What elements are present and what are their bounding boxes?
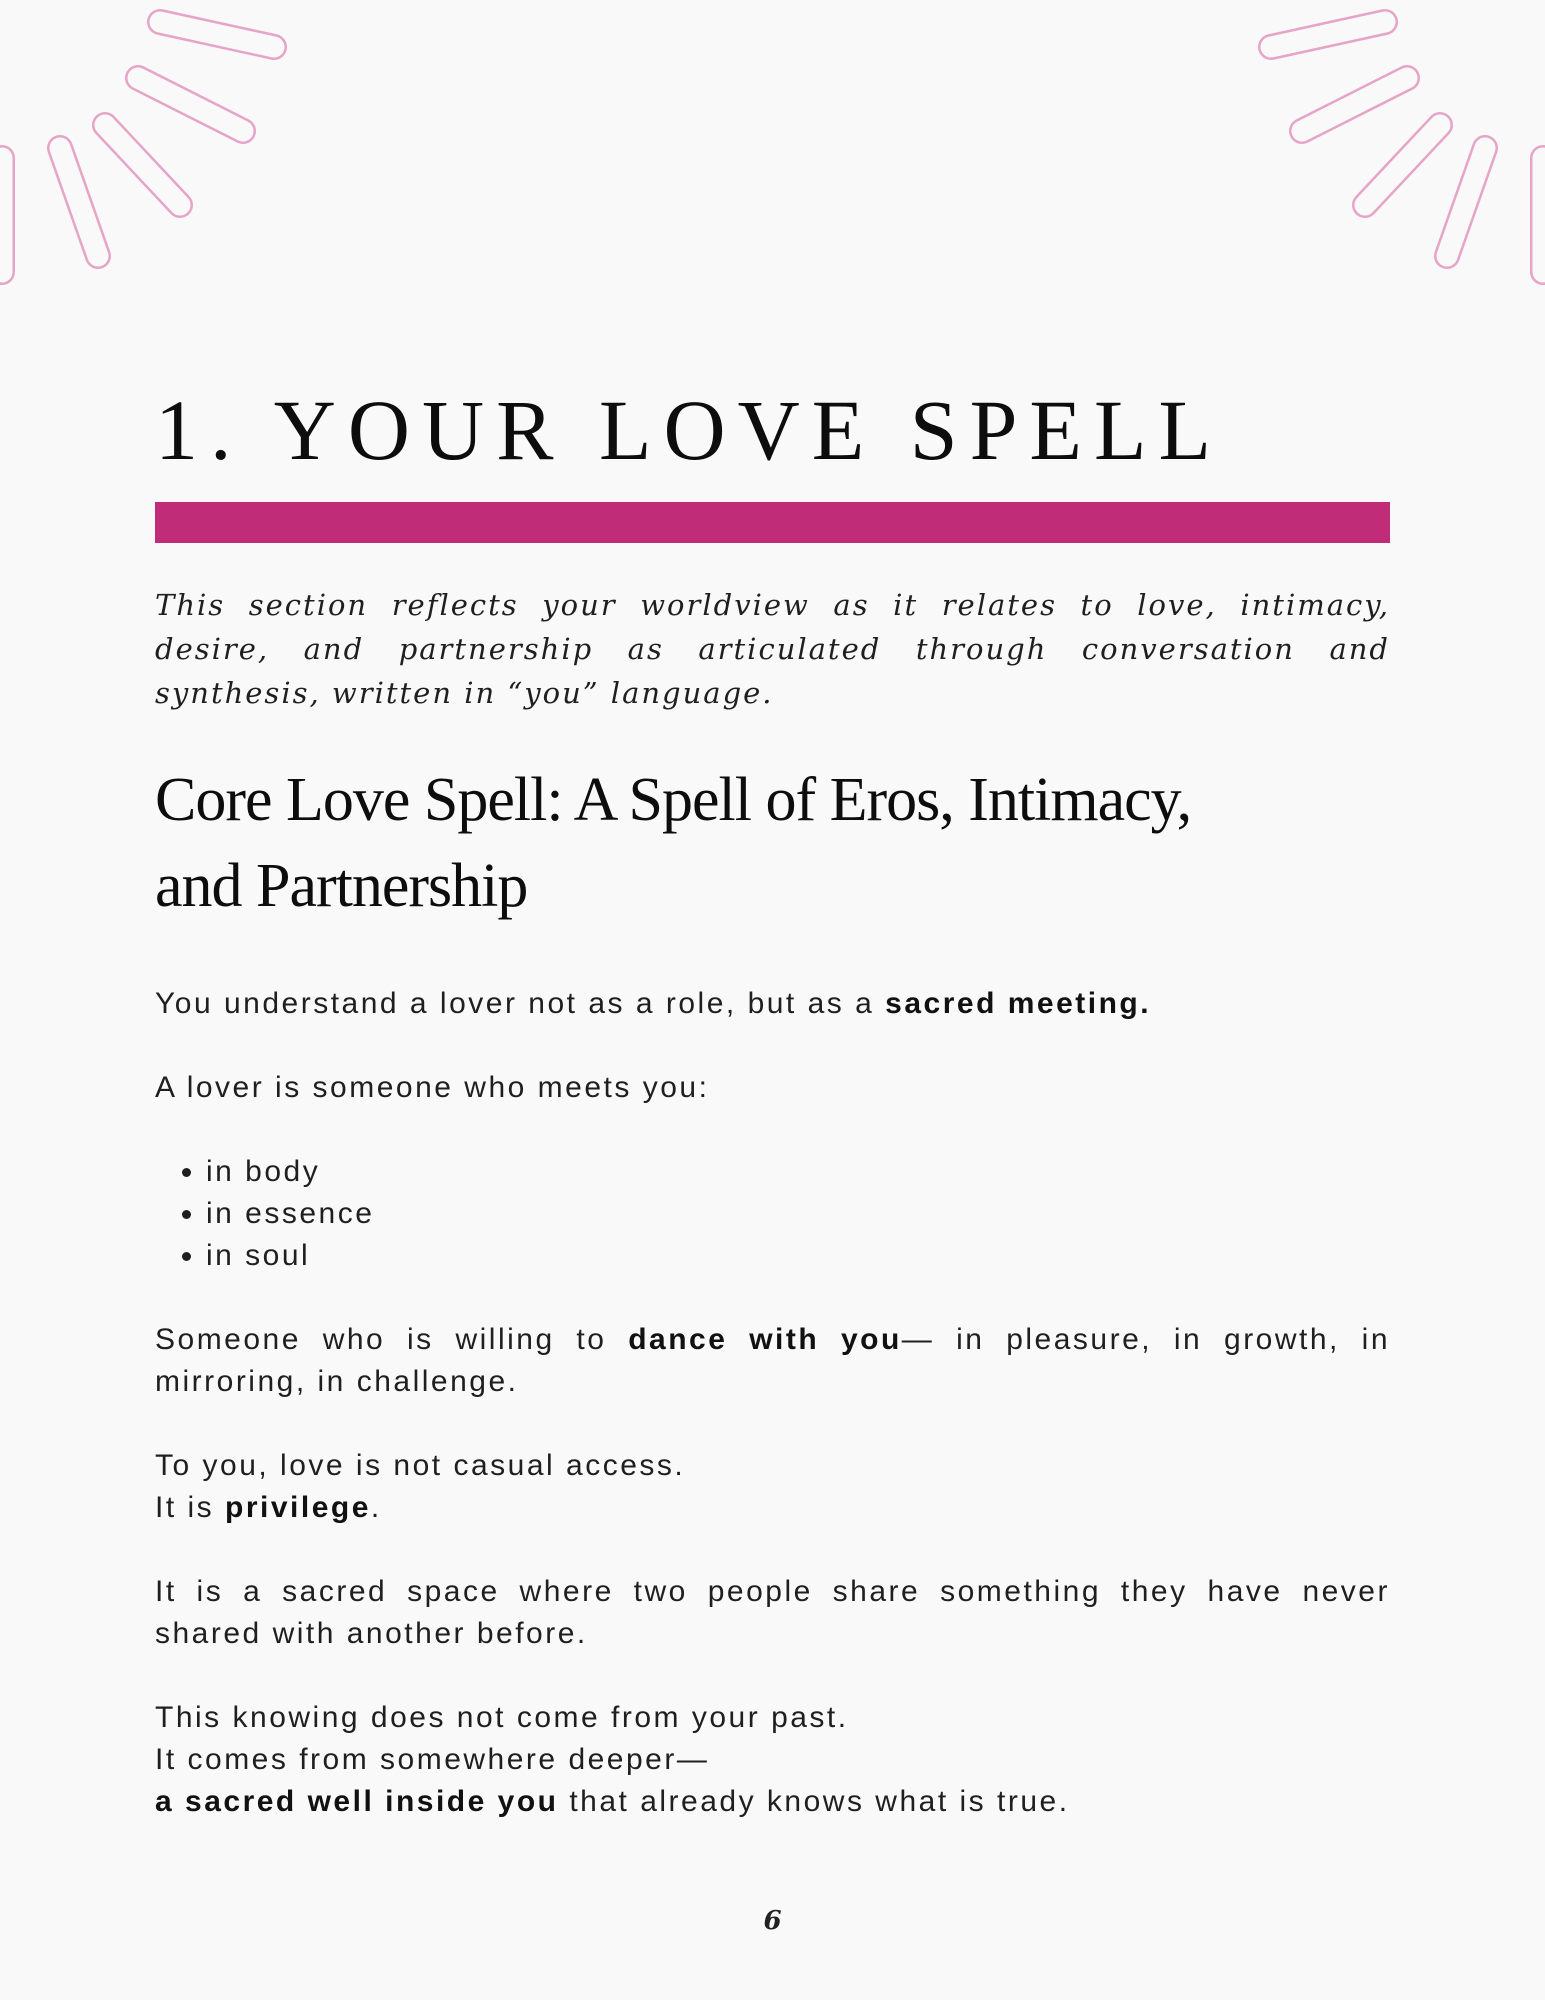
paragraph-lover-meeting: You understand a lover not as a role, but as a sacred meeting.: [155, 987, 1152, 1020]
paragraph-lover-definition: A lover is someone who meets you:: [155, 1071, 710, 1104]
page-content: [155, 380, 1390, 1823]
paragraph-knowing-line-3: a sacred well inside you that already knows what is true.: [155, 1785, 1070, 1818]
bullet-list: [155, 1151, 1390, 1277]
list-item: • in essence: [206, 1193, 1390, 1235]
page-number: 6: [763, 1906, 782, 1936]
sunburst-rays-right-icon: [1245, 0, 1545, 300]
bold-dance-with-you: dance with you: [628, 1323, 902, 1356]
paragraph-knowing-line-2: It comes from somewhere deeper—: [155, 1743, 710, 1776]
bold-sacred-well: a sacred well inside you: [155, 1785, 559, 1818]
paragraph-knowing-line-1: This knowing does not come from your past.: [155, 1701, 849, 1734]
bold-privilege: privilege: [225, 1491, 371, 1524]
title-accent-bar: [155, 502, 1390, 543]
paragraph-dance-with-you: Someone who is willing to dance with you— in pleasure, in growth, in mirroring, in challenge.: [155, 1323, 1391, 1398]
section-heading-line-1: Core Love Spell: A Spell of Eros, Intimacy,: [155, 766, 1192, 834]
paragraph-love-access: To you, love is not casual access.: [155, 1449, 686, 1482]
paragraph-sacred-space: It is a sacred space where two people share something they have never shared with another before.: [155, 1575, 1390, 1650]
list-item: • in body: [206, 1151, 1390, 1193]
sunburst-rays-left-icon: [0, 0, 300, 300]
section-intro: This section reflects your worldview as it relates to love, intimacy, desire, and partnership as articulated through conversation and synthesis, written in “you” language.: [155, 588, 1390, 710]
body-text: [155, 983, 1390, 1823]
paragraph-privilege: It is privilege.: [155, 1491, 382, 1524]
list-item: • in soul: [206, 1235, 1390, 1277]
section-heading-line-2: and Partnership: [155, 852, 528, 920]
section-heading: [155, 757, 1390, 929]
page-title: 1. YOUR LOVE SPELL: [155, 382, 1224, 478]
bold-sacred-meeting: sacred meeting.: [885, 987, 1152, 1020]
